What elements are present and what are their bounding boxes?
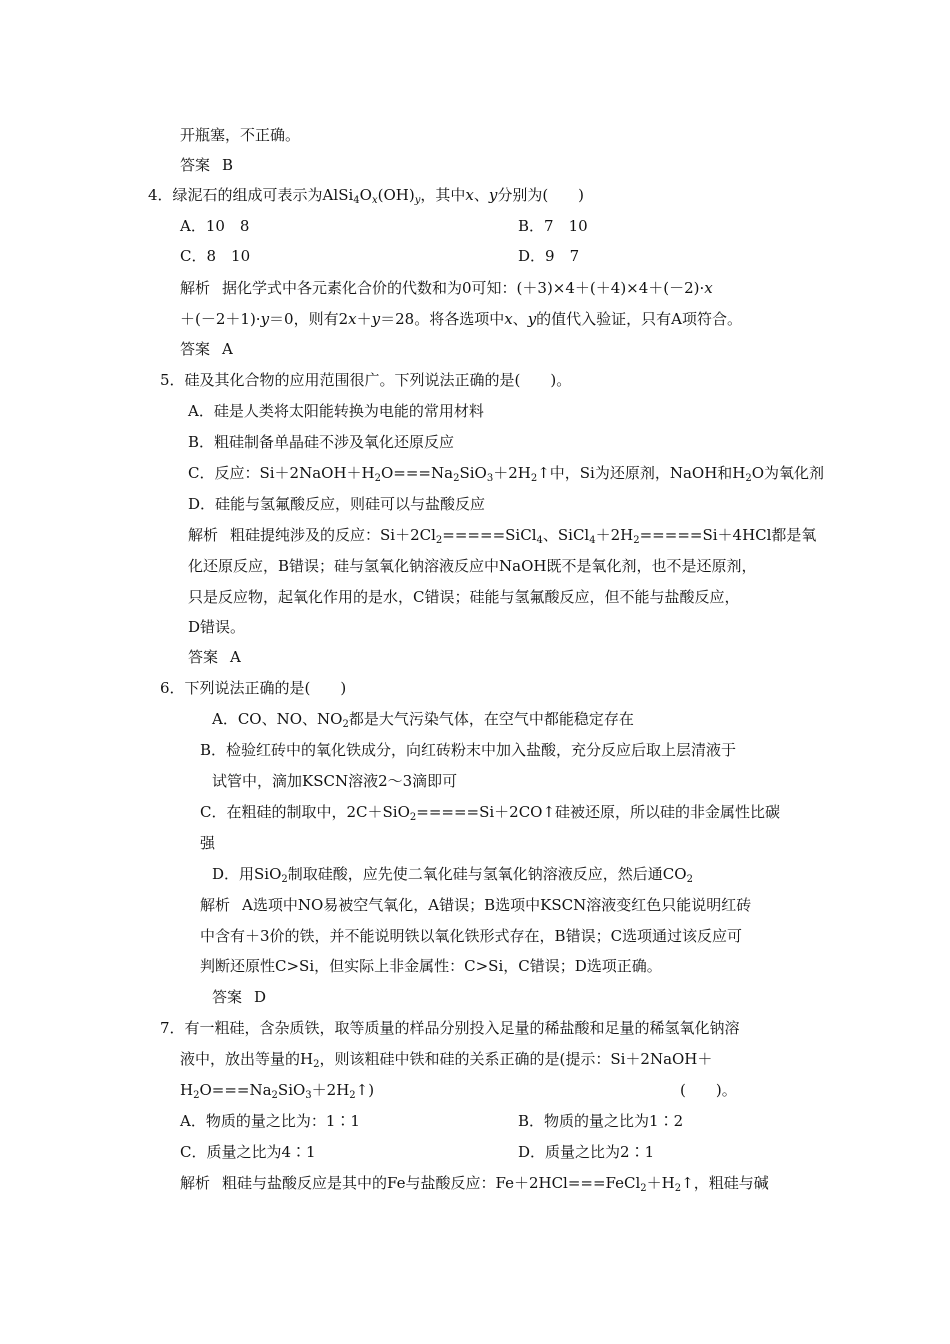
q5-option-b: B．粗硅制备单晶硅不涉及氧化还原反应 xyxy=(188,433,455,451)
q5-analysis-line4: D错误。 xyxy=(188,618,246,636)
q6-stem: 6．下列说法正确的是( ) xyxy=(160,679,347,697)
q5-analysis-line2: 化还原反应，B错误；硅与氢氧化钠溶液反应中NaOH既不是氧化剂，也不是还原剂， xyxy=(188,557,757,575)
q5-answer: 答案 A xyxy=(188,648,241,666)
analysis-label: 解析 xyxy=(180,279,211,297)
q7-analysis-line1: 解析 粗硅与盐酸反应是其中的Fe与盐酸反应：$Fe+2HCl===FeCl_2+H_2↑$，粗硅与碱 xyxy=(180,1174,769,1194)
q7-stem-line2: 液中，放出等量的$H_2$，则该粗硅中铁和硅的关系正确的是(提示：Si＋2NaOH＋ xyxy=(180,1050,713,1070)
q6-answer: 答案 D xyxy=(212,988,267,1006)
q7-option-d: D．质量之比为2∶1 xyxy=(518,1143,655,1161)
q6-option-b-line2: 试管中，滴加KSCN溶液2～3滴即可 xyxy=(212,772,458,790)
q7-answer-blank: ( )。 xyxy=(680,1081,737,1099)
q4-stem: 4．绿泥石的组成可表示为$AlSi_4O_x(OH)_y$，其中x、y分别为( ) xyxy=(148,186,585,206)
q5-option-a: A．硅是人类将太阳能转换为电能的常用材料 xyxy=(188,402,484,420)
q7-option-c: C．质量之比为4∶1 xyxy=(180,1143,316,1161)
q6-option-a: A．CO、NO、$NO_2$都是大气污染气体，在空气中都能稳定存在 xyxy=(212,710,634,730)
q4-option-b: B．7 10 xyxy=(518,217,588,235)
q7-option-b: B．物质的量之比为1∶2 xyxy=(518,1112,684,1130)
q6-analysis-line3: 判断还原性C>Si，但实际上非金属性：C>Si，C错误；D选项正确。 xyxy=(200,957,662,975)
q5-stem: 5．硅及其化合物的应用范围很广。下列说法正确的是( )。 xyxy=(160,371,572,389)
q6-analysis-line2: 中含有＋3价的铁，并不能说明铁以氧化铁形式存在，B错误；C选项通过该反应可 xyxy=(200,927,743,945)
q7-stem-line3: $H_2O===Na_2SiO_3+2H_2↑$) xyxy=(180,1081,375,1101)
q5-option-c: C．反应：$Si+2NaOH+H_2O===Na_2SiO_3+2H_2↑$中，Si为还原剂，NaOH和$H_2O$为氧化剂 xyxy=(188,464,825,484)
q4-option-d: D．9 7 xyxy=(518,247,580,265)
q4-analysis-line2: ＋(－2＋1)·y＝0，则有2x＋y＝28。将各选项中x、y的值代入验证，只有A项符合。 xyxy=(180,310,743,328)
q4-option-a: A．10 8 xyxy=(180,217,250,235)
q5-analysis-line1: 解析 粗硅提纯涉及的反应：$Si+2Cl_2=====SiCl_4$、$SiCl_4+2H_2=====Si+4HCl$都是氧 xyxy=(188,526,817,546)
q6-option-c-line2: 强 xyxy=(200,834,216,852)
q6-option-d: D．用SiO$_2$制取硅酸，应先使二氧化硅与氢氧化钠溶液反应，然后通$CO_2$ xyxy=(212,865,693,885)
q4-answer: 答案 A xyxy=(180,340,233,358)
q4-analysis-line1: 解析 据化学式中各元素化合价的代数和为0可知：(＋3)×4＋(＋4)×4＋(－2)·x xyxy=(180,279,713,297)
q3-tail-text: 开瓶塞，不正确。 xyxy=(180,126,301,144)
answer-label: 答案 xyxy=(180,156,211,174)
q5-analysis-line3: 只是反应物，起氧化作用的是水，C错误；硅能与氢氟酸反应，但不能与盐酸反应， xyxy=(188,588,740,606)
q6-option-b-line1: B．检验红砖中的氧化铁成分，向红砖粉末中加入盐酸，充分反应后取上层清液于 xyxy=(200,741,737,759)
q4-option-c: C．8 10 xyxy=(180,247,251,265)
answer-value: B xyxy=(222,156,234,174)
q6-option-c-line1: C．在粗硅的制取中，2C＋SiO$_2$=====Si＋2CO↑硅被还原，所以硅的非金属性比碳 xyxy=(200,803,781,823)
q6-analysis-line1: 解析 A选项中NO易被空气氧化，A错误；B选项中KSCN溶液变红色只能说明红砖 xyxy=(200,896,752,914)
q7-stem-line1: 7．有一粗硅，含杂质铁，取等质量的样品分别投入足量的稀盐酸和足量的稀氢氧化钠溶 xyxy=(160,1019,740,1037)
q3-answer xyxy=(180,155,233,175)
q7-option-a: A．物质的量之比为：1∶1 xyxy=(180,1112,360,1130)
q5-option-d: D．硅能与氢氟酸反应，则硅可以与盐酸反应 xyxy=(188,495,486,513)
